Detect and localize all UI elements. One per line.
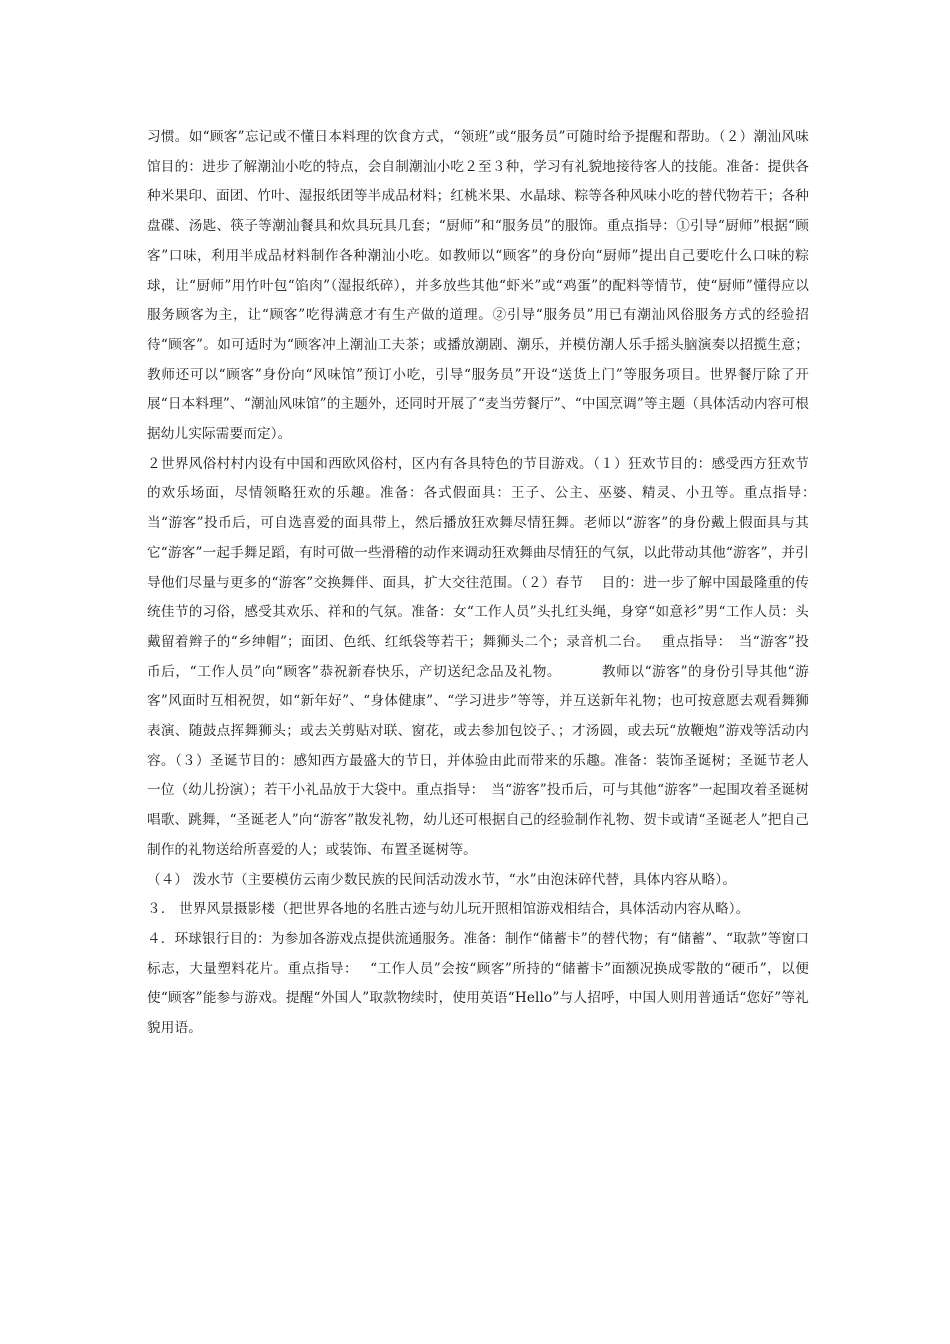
- document-body: [147, 123, 828, 1044]
- paragraph-world-restaurant: 习惯。如“顾客”忘记或不懂日本料理的饮食方式，“领班”或“服务员”可随时给予提醒和帮助。（２）潮汕风味馆目的：进步了解潮汕小吃的特点，会自制潮汕小吃２至３种，学习有礼貌地接待客人的技能。准备：提供各种米果印、面团、竹叶、湿报纸团等半成品材料；红桃米果、水晶球、粽等各种风味小吃的替代物若干；各种盘碟、汤匙、筷子等潮汕餐具和炊具玩具几套；“厨师”和“服务员”的服饰。重点指导：①引导“厨师”根据“顾客”口味，利用半成品材料制作各种潮汕小吃。如教师以“顾客”的身份向“厨师”提出自己要吃什么口味的粽球，让“厨师”用竹叶包“馅肉”（湿报纸碎），并多放些其他“虾米”或“鸡蛋”的配料等情节，使“厨师”懂得应以服务顾客为主，让“顾客”吃得满意才有生产做的道理。②引导“服务员”用已有潮汕风俗服务方式的经验招待“顾客”。如可适时为“顾客冲上潮汕工夫茶；或播放潮剧、潮乐，并模仿潮人乐手摇头脑演奏以招揽生意；教师还可以“顾客”身份向“风味馆”预订小吃，引导“服务员”开设“送货上门”等服务项目。世界餐厅除了开展“日本料理”、“潮汕风味馆”的主题外，还同时开展了“麦当劳餐厅”、“中国烹调”等主题（具体活动内容可根据幼儿实际需要而定）。: [147, 129, 809, 443]
- paragraph-photo-studio: ３． 世界风景摄影楼（把世界各地的名胜古迹与幼儿玩开照相馆游戏相结合，具体活动内容从略）。: [147, 901, 750, 918]
- paragraph-global-bank: ４．环球银行目的：为参加各游戏点提供流通服务。准备：制作“储蓄卡”的替代物；有“储蓄”、“取款”等窗口标志，大量塑料花片。重点指导： “工作人员”会按“顾客”所持的“储蓄卡”面额况换成零散的“硬币”，以便使“顾客”能参与游戏。提醒“外国人”取款物续时，使用英语“Hello”与人招呼，中国人则用普通话“您好”等礼貌用语。: [147, 930, 809, 1037]
- paragraph-water-festival: （４） 泼水节（主要模仿云南少数民族的民间活动泼水节，“水”由泡沫碎代替，具体内容从略）。: [147, 871, 737, 888]
- paragraph-world-customs-village: ２世界风俗村村内设有中国和西欧风俗村，区内有各具特色的节目游戏。（１）狂欢节目的：感受西方狂欢节的欢乐场面，尽情领略狂欢的乐趣。准备：各式假面具：王子、公主、巫婆、精灵、小丑等。重点指导： 当“游客”投币后，可自选喜爱的面具带上，然后播放狂欢舞尽情狂舞。老师以“游客”的身份戴上假面具与其它“游客”一起手舞足蹈，有时可做一些滑稽的动作来调动狂欢舞曲尽情狂的气氛，以此带动其他“游客”，并引导他们尽量与更多的“游客”交换舞伴、面具，扩大交往范围。（２）春节 目的：进一步了解中国最隆重的传统佳节的习俗，感受其欢乐、祥和的气氛。准备：女“工作人员”头扎红头绳，身穿“如意衫”男“工作人员：头戴留着辫子的“乡绅帽”；面团、色纸、红纸袋等若干；舞狮头二个；录音机二台。 重点指导： 当“游客”投币后，“工作人员”向“顾客”恭祝新春快乐，产切送纪念品及礼物。 教师以“游客”的身份引导其他“游客”风面时互相祝贺，如“新年好”、“身体健康”、“学习进步”等等，并互送新年礼物；也可按意愿去观看舞狮表演、随鼓点挥舞狮头；或去关剪贴对联、窗花，或去参加包饺子、；才汤圆，或去玩“放鞭炮”游戏等活动内容。（３）圣诞节目的：感知西方最盛大的节日，并体验由此而带来的乐趣。准备：装饰圣诞树；圣诞节老人一位（幼儿扮演）；若干小礼品放于大袋中。重点指导： 当“游客”投币后，可与其他“游客”一起围攻着圣诞树唱歌、跳舞，“圣诞老人”向“游客”散发礼物，幼儿还可根据自己的经验制作礼物、贺卡或请“圣诞老人”把自己制作的礼物送给所喜爱的人；或装饰、布置圣诞树等。: [147, 455, 828, 858]
